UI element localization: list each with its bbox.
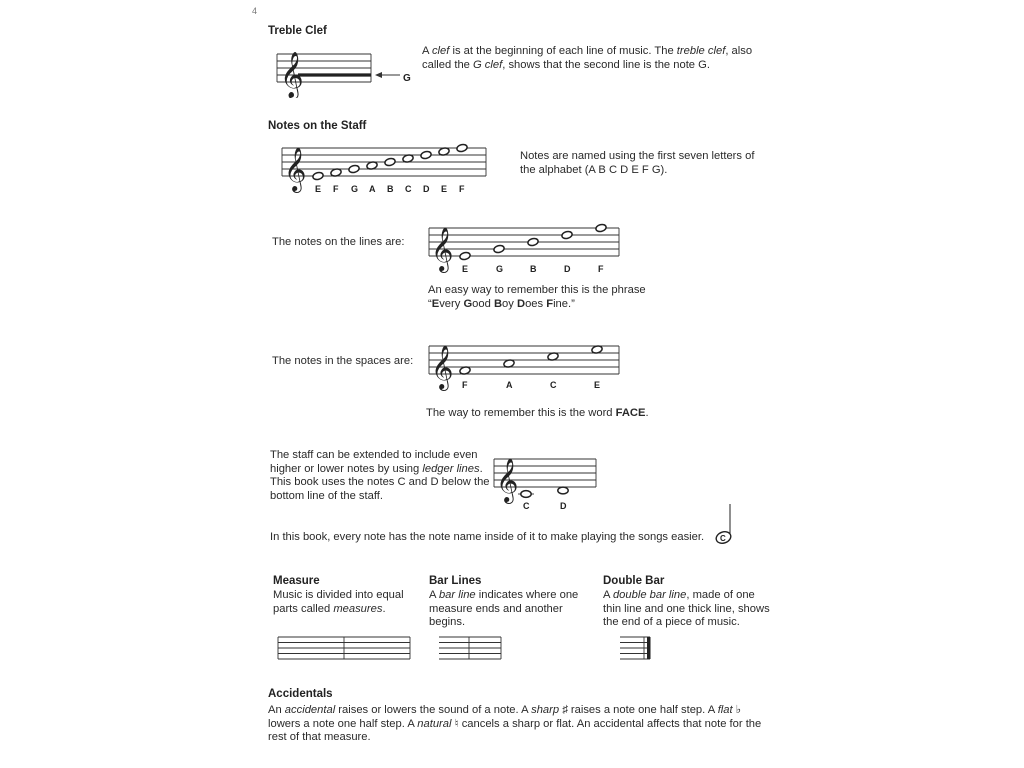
accidentals-description: An accidental raises or lowers the sound of a note. A sharp ♯ raises a note one half step. A flat ♭ lowers a note one half step. A natural ♮ cancels a sharp or flat. An accidental affects that note for the rest of that measure. xyxy=(268,704,762,744)
svg-text:𝄞: 𝄞 xyxy=(431,229,454,271)
lines-note-0 xyxy=(459,251,471,260)
svg-text:𝄞: 𝄞 xyxy=(431,347,454,389)
treble-clef-heading: Treble Clef xyxy=(268,25,327,37)
staff-note-8 xyxy=(456,143,468,152)
measure-figure xyxy=(276,634,416,662)
lines-label-1: G xyxy=(496,264,504,274)
lines-staff-figure xyxy=(425,220,625,278)
page-number: 4 xyxy=(252,6,258,16)
spaces-label: The notes in the spaces are: xyxy=(272,355,414,367)
ledger-label-d: D xyxy=(560,501,567,511)
notes-on-staff-heading: Notes on the Staff xyxy=(268,120,367,132)
svg-text:𝄞: 𝄞 xyxy=(496,460,519,502)
staff-label-0: E xyxy=(315,184,322,194)
lines-label: The notes on the lines are: xyxy=(272,236,405,248)
lines-note-1 xyxy=(493,244,505,253)
ledger-label-c: C xyxy=(523,501,530,511)
double-bar-description: A double bar line, made of one thin line and one thick line, shows the end of a piece of music. xyxy=(603,589,770,629)
staff-label-4: B xyxy=(387,184,394,194)
g-arrow-label: G xyxy=(403,73,411,84)
staff-label-6: D xyxy=(423,184,430,194)
bar-lines-description: A bar line indicates where one measure ends and another begins. xyxy=(429,589,579,629)
lines-note-3 xyxy=(561,230,573,239)
lines-label-4: F xyxy=(598,264,604,274)
bar-lines-heading: Bar Lines xyxy=(429,575,482,587)
lines-phrase: An easy way to remember this is the phrase “Every Good Boy Does Fine.” xyxy=(428,284,646,310)
staff-label-5: C xyxy=(405,184,412,194)
measure-heading: Measure xyxy=(273,575,320,587)
staff-label-3: A xyxy=(369,184,376,194)
staff-note-0 xyxy=(312,171,324,180)
note-d-ledger xyxy=(558,487,568,494)
note-name-example xyxy=(714,500,738,548)
staff-note-6 xyxy=(420,150,432,159)
spaces-label-2: C xyxy=(550,380,557,390)
spaces-label-0: F xyxy=(462,380,468,390)
lines-label-2: B xyxy=(530,264,537,274)
ledger-description: The staff can be extended to include even higher or lower notes by using ledger lines. This book uses the notes C and D below the bottom line of the staff. xyxy=(270,449,490,502)
staff-note-4 xyxy=(384,157,396,166)
accidentals-heading: Accidentals xyxy=(268,688,333,700)
spaces-label-3: E xyxy=(594,380,601,390)
lines-note-4 xyxy=(595,223,607,232)
lines-label-0: E xyxy=(462,264,469,274)
svg-text:𝄞: 𝄞 xyxy=(284,149,307,191)
note-name-letter: C xyxy=(720,534,726,543)
note-c-ledger xyxy=(521,491,531,498)
notes-staff-figure xyxy=(278,140,498,198)
staff-note-2 xyxy=(348,164,360,173)
ledger-staff-figure xyxy=(490,455,610,513)
treble-clef-symbol: 𝄞 xyxy=(280,53,304,97)
staff-label-7: E xyxy=(441,184,448,194)
face-remember: The way to remember this is the word FACE. xyxy=(426,407,649,419)
lines-note-2 xyxy=(527,237,539,246)
notes-staff-description: Notes are named using the first seven letters of the alphabet (A B C D E F G). xyxy=(520,150,755,176)
spaces-label-1: A xyxy=(506,380,513,390)
measure-description: Music is divided into equal parts called measures. xyxy=(273,589,404,615)
lines-label-3: D xyxy=(564,264,571,274)
staff-label-2: G xyxy=(351,184,359,194)
spaces-staff-figure xyxy=(425,338,625,396)
double-bar-heading: Double Bar xyxy=(603,575,665,587)
staff-label-1: F xyxy=(333,184,339,194)
note-name-text: In this book, every note has the note name inside of it to make playing the songs easier. xyxy=(270,531,705,543)
staff-label-8: F xyxy=(459,184,465,194)
treble-clef-description: A clef is at the beginning of each line of music. The treble clef, also called the G clef, shows that the second line is the note G. xyxy=(422,45,753,71)
treble-clef-staff xyxy=(270,46,420,98)
bar-lines-figure xyxy=(437,634,507,662)
double-bar-figure xyxy=(618,634,658,662)
